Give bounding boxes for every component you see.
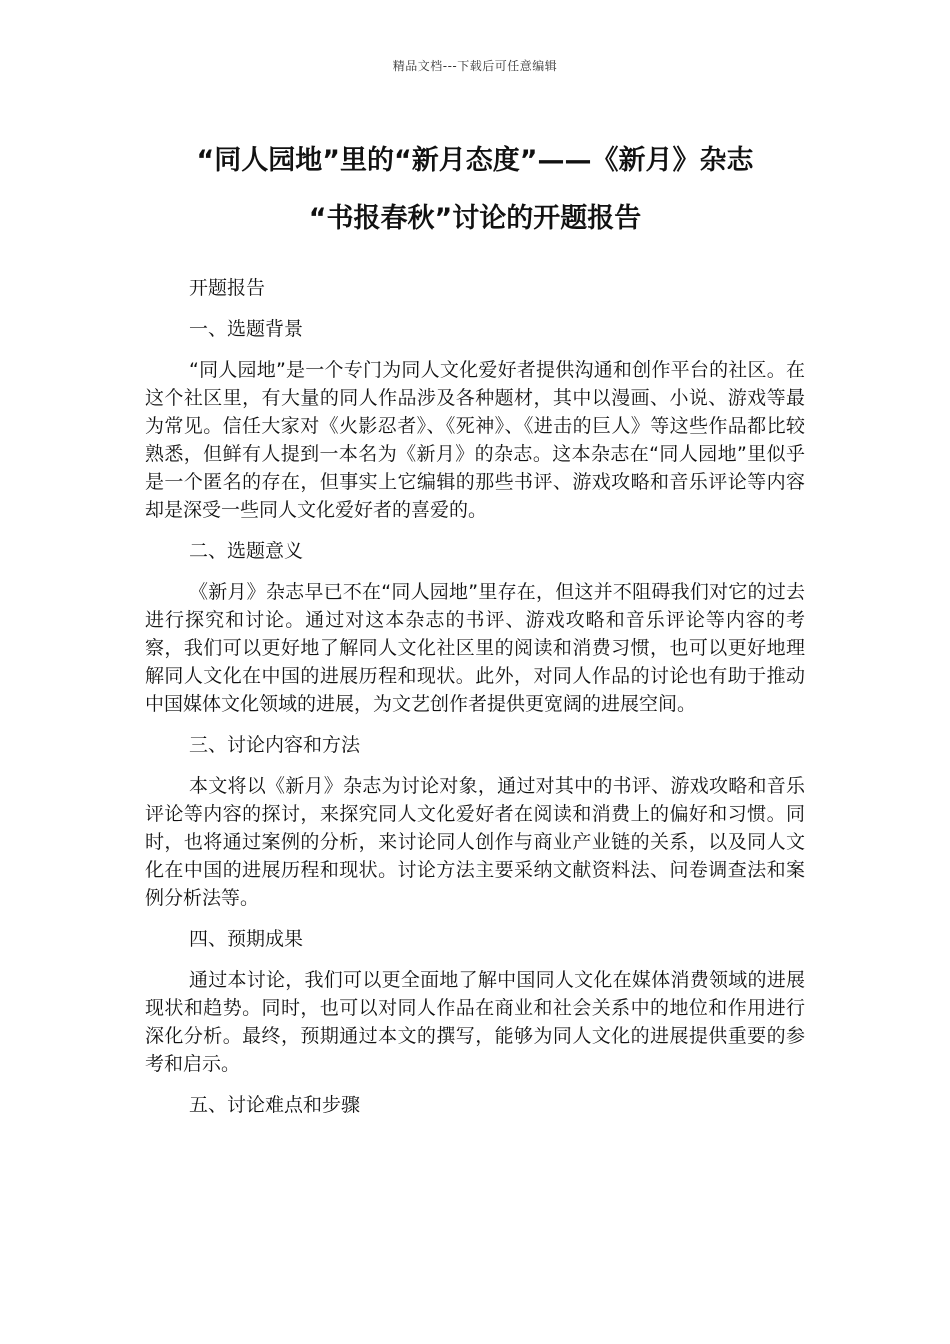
header-note: 精品文档---下载后可任意编辑 (392, 59, 558, 73)
paragraph-expected: 通过本讨论，我们可以更全面地了解中国同人文化在媒体消费领域的进展现状和趋势。同时，也可以对同人作品在商业和社会关系中的地位和作用进行深化分析。最终，预期通过本文的撰写，能够为同人文化的进展提供重要的参考和启示。 (145, 969, 805, 1075)
paragraph-content-method: 本文将以《新月》杂志为讨论对象，通过对其中的书评、游戏攻略和音乐评论等内容的探讨，来探究同人文化爱好者在阅读和消费上的偏好和习惯。同时，也将通过案例的分析，来讨论同人创作与商业产业链的关系，以及同人文化在中国的进展历程和现状。讨论方法主要采纳文献资料法、问卷调查法和案例分析法等。 (145, 775, 805, 909)
intro-label: 开题报告 (189, 277, 266, 299)
document-body (145, 274, 805, 1132)
paragraph-background: “同人园地”是一个专门为同人文化爱好者提供沟通和创作平台的社区。在这个社区里，有大量的同人作品涉及各种题材，其中以漫画、小说、游戏等最为常见。信任大家对《火影忍者》、《死神》、《进击的巨人》等这些作品都比较熟悉，但鲜有人提到一本名为《新月》的杂志。这本杂志在“同人园地”里似乎是一个匿名的存在，但事实上它编辑的那些书评、游戏攻略和音乐评论等内容却是深受一些同人文化爱好者的喜爱的。 (145, 359, 805, 521)
section-heading-content-method: 三、讨论内容和方法 (189, 734, 361, 756)
paragraph-significance: 《新月》杂志早已不在“同人园地”里存在，但这并不阻碍我们对它的过去进行探究和讨论。通过对这本杂志的书评、游戏攻略和音乐评论等内容的考察，我们可以更好地了解同人文化社区里的阅读和消费习惯，也可以更好地理解同人文化在中国的进展历程和现状。此外，对同人作品的讨论也有助于推动中国媒体文化领域的进展，为文艺创作者提供更宽阔的进展空间。 (145, 581, 805, 715)
title-line-1: “同人园地”里的“新月态度”——《新月》杂志 (196, 145, 754, 176)
section-heading-background: 一、选题背景 (189, 318, 304, 340)
section-heading-difficulties: 五、讨论难点和步骤 (189, 1094, 361, 1116)
section-heading-expected: 四、预期成果 (189, 928, 304, 950)
title-line-2: “书报春秋”讨论的开题报告 (308, 203, 642, 234)
section-heading-significance: 二、选题意义 (189, 540, 304, 562)
